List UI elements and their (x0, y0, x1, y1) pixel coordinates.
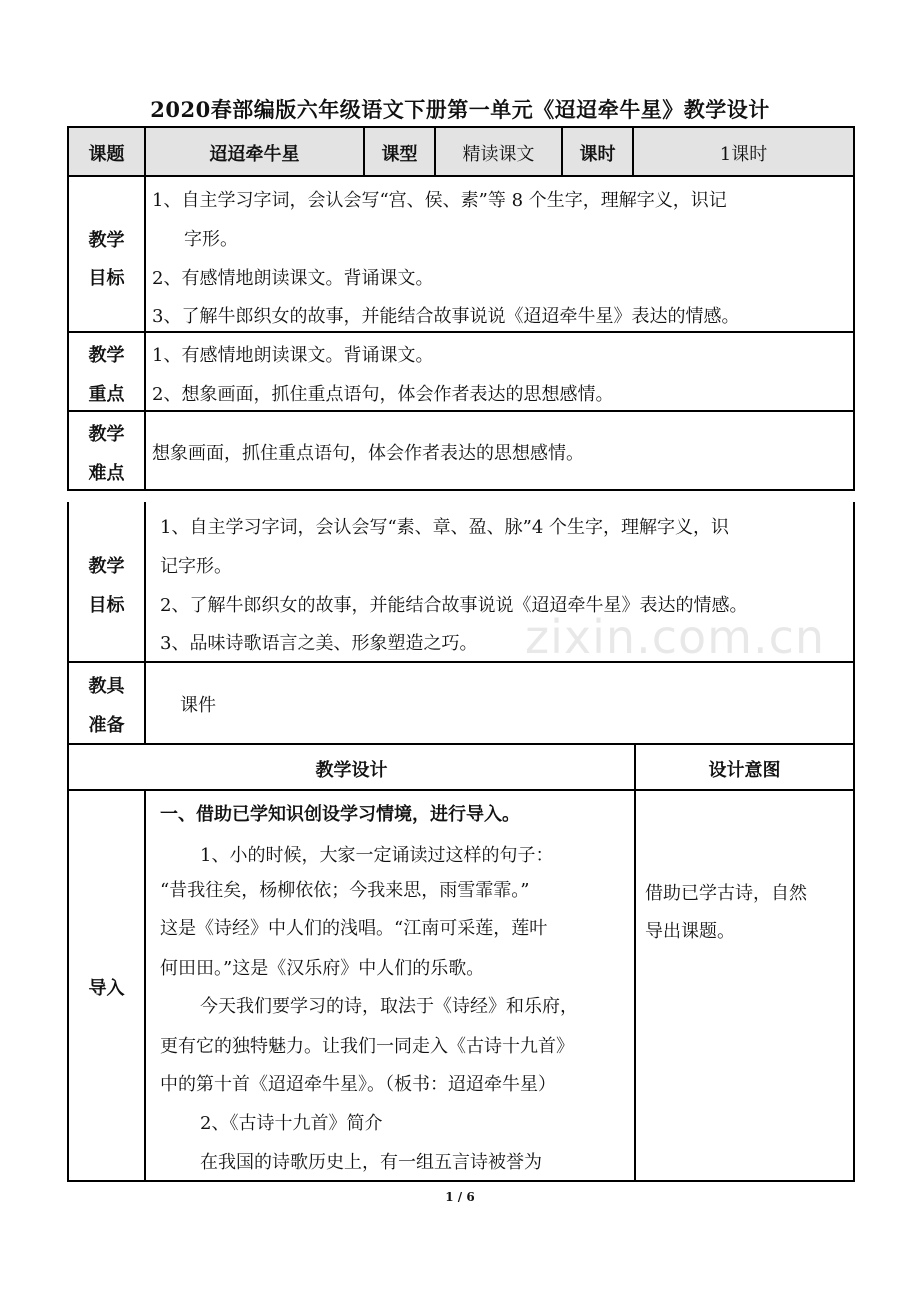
table2-intent-col-border (634, 743, 636, 1182)
goals2-line: 记字形。 (160, 556, 232, 577)
goals1-line: 字形。 (184, 229, 238, 250)
hours-label: 课时 (579, 144, 616, 165)
type-value: 精读课文 (462, 144, 535, 165)
table2-label-col-border (144, 502, 146, 745)
goals2-label-line1: 教学 (88, 556, 125, 577)
intent-header: 设计意图 (708, 760, 781, 781)
tools-label-line2: 准备 (88, 715, 125, 736)
table1-row-border (67, 410, 855, 412)
intro-intent-line: 借助已学古诗，自然 (645, 883, 807, 904)
keypoints-line: 2、想象画面，抓住重点语句，体会作者表达的思想感情。 (152, 384, 614, 405)
document-title: 2020春部编版六年级语文下册第一单元《迢迢牵牛星》教学设计 (150, 97, 770, 122)
goals1-label-line1: 教学 (88, 230, 125, 251)
intro-line: 今天我们要学习的诗，取法于《诗经》和乐府， (200, 996, 578, 1017)
table2-row-border (67, 743, 855, 745)
table1-row-border (67, 331, 855, 333)
intro-heading: 一、借助已学知识创设学习情境，进行导入。 (160, 804, 520, 825)
intro-line: 中的第十首《迢迢牵牛星》。（板书：迢迢牵牛星） (160, 1074, 556, 1095)
intro-line: 这是《诗经》中人们的浅唱。“江南可采莲，莲叶 (160, 918, 548, 939)
type-label: 课型 (381, 144, 418, 165)
design-header: 教学设计 (315, 760, 388, 781)
goals1-label-line2: 目标 (88, 268, 125, 289)
intro-line: 更有它的独特魅力。让我们一同走入《古诗十九首》 (160, 1036, 574, 1057)
goals2-line: 3、品味诗歌语言之美、形象塑造之巧。 (160, 633, 478, 654)
watermark: zixin.com.cn (525, 610, 826, 664)
goals1-line: 2、有感情地朗读课文。背诵课文。 (152, 268, 434, 289)
difficulties-label-line1: 教学 (88, 424, 125, 445)
table2-right-border (853, 502, 855, 1182)
goals1-line: 1、自主学习字词，会认会写“宫、侯、素”等 8 个生字，理解字义，识记 (152, 190, 727, 211)
goals2-line: 2、了解牛郎织女的故事，并能结合故事说说《迢迢牵牛星》表达的情感。 (160, 595, 748, 616)
difficulties-text: 想象画面，抓住重点语句，体会作者表达的思想感情。 (152, 443, 584, 464)
intro-line: 在我国的诗歌历史上，有一组五言诗被誉为 (200, 1152, 542, 1173)
table1-bottom-border (67, 489, 855, 491)
table1-right-border (853, 126, 855, 491)
lesson-label: 课题 (88, 144, 125, 165)
table2-bottom-border (67, 1180, 855, 1182)
intro-line: 2、《古诗十九首》简介 (200, 1113, 383, 1134)
keypoints-label-line1: 教学 (88, 345, 125, 366)
table2-row-border (67, 789, 855, 791)
tools-text: 课件 (180, 695, 216, 716)
difficulties-label-line2: 难点 (88, 463, 125, 484)
hours-value: 1课时 (719, 144, 768, 165)
table1-top-border (67, 126, 855, 128)
intro-line: “昔我往矣，杨柳依依；今我来思，雨雪霏霏。” (160, 880, 530, 901)
goals2-line: 1、自主学习字词，会认会写“素、章、盈、脉”4 个生字，理解字义，识 (160, 517, 730, 538)
tools-label-line1: 教具 (88, 676, 125, 697)
table2-label-col-border (144, 789, 146, 1182)
lesson-value: 迢迢牵牛星 (209, 144, 300, 165)
intro-line: 1、小的时候，大家一定诵读过这样的句子： (200, 845, 554, 866)
table1-row-border (67, 175, 855, 177)
goals1-line: 3、了解牛郎织女的故事，并能结合故事说说《迢迢牵牛星》表达的情感。 (152, 306, 740, 327)
intro-line: 何田田。”这是《汉乐府》中人们的乐歌。 (160, 958, 485, 979)
page-number: 1 / 6 (445, 1190, 475, 1204)
keypoints-label-line2: 重点 (88, 384, 125, 405)
intro-intent-line: 导出课题。 (645, 921, 735, 942)
table1-col-border (144, 126, 146, 491)
keypoints-line: 1、有感情地朗读课文。背诵课文。 (152, 345, 434, 366)
intro-label: 导入 (88, 978, 125, 999)
goals2-label-line2: 目标 (88, 595, 125, 616)
